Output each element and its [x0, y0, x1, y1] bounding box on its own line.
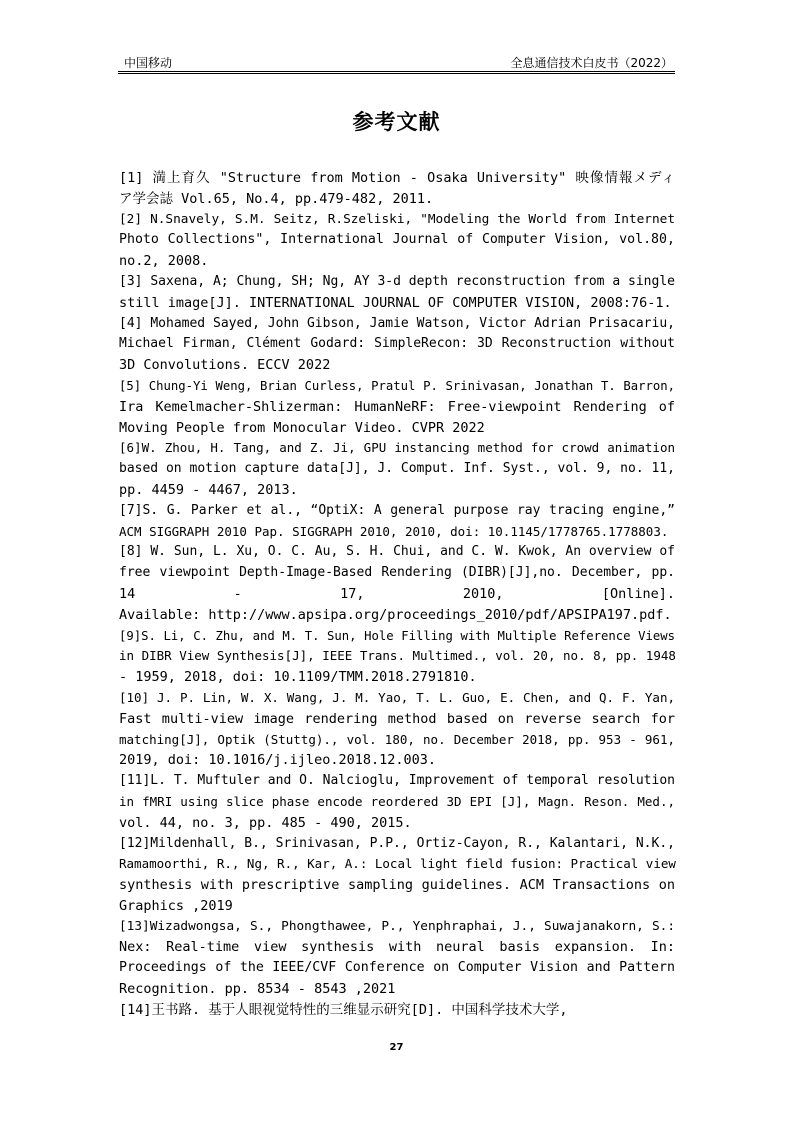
header-document-title: 全息通信技术白皮书（2022）	[510, 56, 673, 70]
reference-line: 3D Convolutions. ECCV 2022	[119, 357, 331, 374]
reference-line: Recognition. pp. 8534 - 8543 ,2021	[119, 981, 396, 998]
reference-line: in DIBR View Synthesis[J], IEEE Trans. Multimed., vol. 20, no. 8, pp. 1948	[119, 648, 676, 664]
reference-line: in fMRI using slice phase encode reordered 3D EPI [J], Magn. Reson. Med.,	[119, 793, 675, 809]
page-number: 27	[389, 1042, 404, 1053]
reference-entry	[119, 834, 675, 917]
reference-line: Available: http://www.apsipa.org/proceedings_2010/pdf/APSIPA197.pdf.	[119, 606, 672, 623]
reference-entry	[119, 272, 675, 314]
reference-line: [13]Wizadwongsa, S., Phongthawee, P., Yenphraphai, J., Suwajanakorn, S.:	[119, 918, 675, 934]
reference-line: [4] Mohamed Sayed, John Gibson, Jamie Watson, Victor Adrian Prisacariu,	[119, 315, 675, 331]
reference-entry	[119, 438, 675, 500]
reference-line: free viewpoint Depth-Image-Based Rendering (DIBR)[J],no. December, pp.	[119, 565, 675, 581]
header-divider	[118, 71, 675, 72]
reference-entry	[119, 542, 675, 625]
reference-line: Moving People from Monocular Video. CVPR 2022	[119, 419, 485, 436]
reference-entry	[119, 501, 675, 543]
reference-line: [7]S. G. Parker et al., “OptiX: A general purpose ray tracing engine,”	[119, 502, 675, 518]
reference-line: Michael Firman, Clément Godard: SimpleRecon: 3D Reconstruction without	[119, 336, 675, 352]
reference-entry	[119, 917, 675, 1000]
reference-line: [11]L. T. Muftuler and O. Nalcioglu, Improvement of temporal resolution	[119, 773, 675, 789]
reference-line: still image[J]. INTERNATIONAL JOURNAL OF COMPUTER VISION, 2008:76-1.	[119, 294, 672, 311]
reference-line: [5] Chung-Yi Weng, Brian Curless, Pratul P. Srinivasan, Jonathan T. Barron,	[119, 378, 675, 393]
reference-line: [9]S. Li, C. Zhu, and M. T. Sun, Hole Filling with Multiple Reference Views	[119, 628, 675, 643]
reference-line: based on motion capture data[J], J. Comput. Inf. Syst., vol. 9, no. 11,	[119, 461, 675, 477]
reference-line: matching[J], Optik (Stuttg)., vol. 180, no. December 2018, pp. 953 - 961,	[119, 731, 675, 747]
reference-list	[119, 168, 675, 1021]
reference-line: [3] Saxena, A; Chung, SH; Ng, AY 3-d depth reconstruction from a single	[119, 273, 675, 289]
reference-entry	[119, 626, 675, 688]
reference-line: Proceedings of the IEEE/CVF Conference on Computer Vision and Pattern	[119, 960, 675, 976]
reference-line: ACM SIGGRAPH 2010 Pap. SIGGRAPH 2010, 2010, doi: 10.1145/1778765.1778803.	[119, 523, 669, 539]
reference-line: [8] W. Sun, L. Xu, O. C. Au, S. H. Chui, and C. W. Kwok, An overview of	[119, 544, 675, 560]
reference-line: [6]W. Zhou, H. Tang, and Z. Ji, GPU instancing method for crowd animation	[119, 440, 675, 456]
reference-entry	[119, 314, 675, 376]
reference-line: 2019, doi: 10.1016/j.ijleo.2018.12.003.	[119, 752, 436, 769]
reference-line: Graphics ,2019	[119, 897, 233, 914]
reference-line: [14]王书路. 基于人眼视觉特性的三维显示研究[D]. 中国科学技术大学,	[119, 1001, 568, 1018]
reference-entry	[119, 1000, 675, 1021]
reference-line: Ramamoorthi, R., Ng, R., Kar, A.: Local light field fusion: Practical view	[119, 856, 676, 872]
reference-line: vol. 44, no. 3, pp. 485 - 490, 2015.	[119, 814, 412, 831]
reference-line: [12]Mildenhall, B., Srinivasan, P.P., Ortiz-Cayon, R., Kalantari, N.K.,	[119, 835, 675, 851]
reference-line: ア学会誌 Vol.65, No.4, pp.479-482, 2011.	[119, 190, 434, 207]
reference-line: no.2, 2008.	[119, 253, 209, 270]
reference-entry	[119, 376, 675, 438]
reference-line: [1] 満上育久 "Structure from Motion - Osaka University" 映像情報メディ	[119, 170, 675, 186]
reference-line: Fast multi-view image rendering method based on reverse search for	[119, 710, 675, 727]
reference-line: [10] J. P. Lin, W. X. Wang, J. M. Yao, T. L. Guo, E. Chen, and Q. F. Yan,	[119, 689, 675, 705]
reference-line: Photo Collections", International Journal of Computer Vision, vol.80,	[119, 232, 675, 248]
reference-entry	[119, 210, 675, 272]
reference-entry	[119, 168, 675, 210]
reference-line: pp. 4459 - 4467, 2013.	[119, 481, 298, 498]
reference-line: 14 - 17, 2010, [Online].	[119, 585, 675, 602]
reference-line: Nex: Real-time view synthesis with neural basis expansion. In:	[119, 939, 675, 956]
page-title: 参考文献	[352, 110, 441, 134]
header-divider	[118, 73, 675, 74]
reference-line: [2] N.Snavely, S.M. Seitz, R.Szeliski, "Modeling the World from Internet	[119, 211, 675, 227]
reference-line: - 1959, 2018, doi: 10.1109/TMM.2018.2791810.	[119, 669, 477, 686]
reference-line: Ira Kemelmacher-Shlizerman: HumanNeRF: Free-viewpoint Rendering of	[119, 398, 675, 415]
header-organization: 中国移动	[124, 56, 173, 70]
reference-entry	[119, 688, 675, 771]
reference-line: synthesis with prescriptive sampling guidelines. ACM Transactions on	[119, 877, 675, 894]
reference-entry	[119, 771, 675, 833]
